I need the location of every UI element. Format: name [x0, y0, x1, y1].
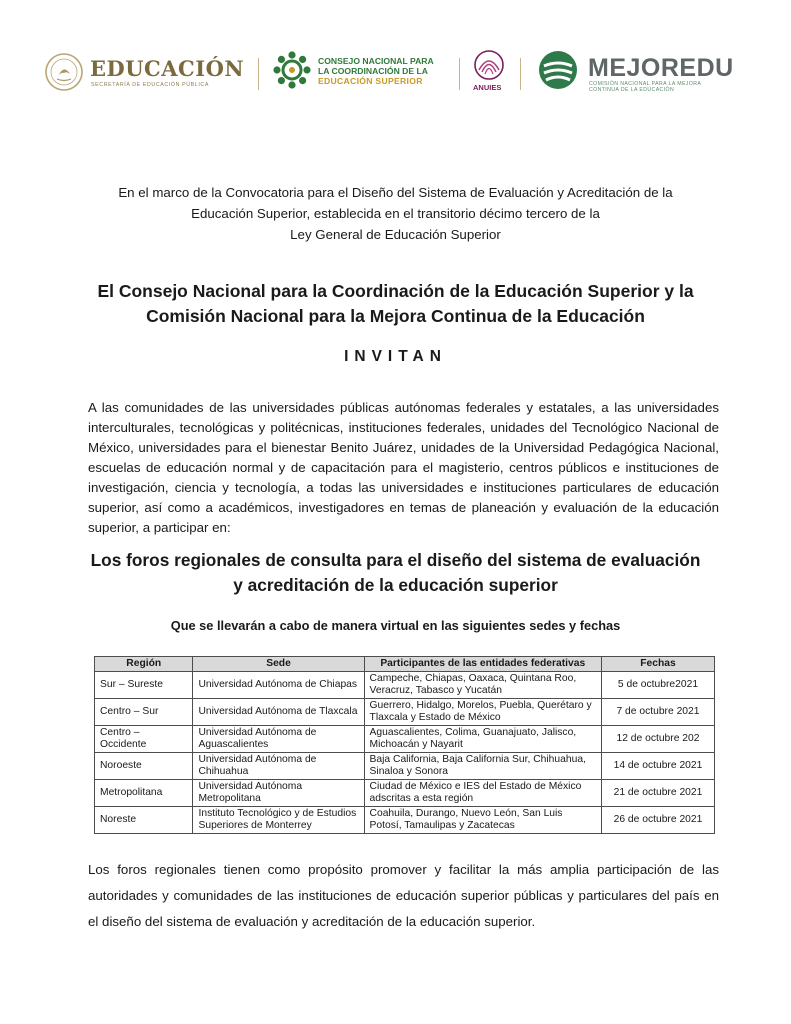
educacion-title: EDUCACIÓN	[90, 56, 245, 81]
cell-participantes: Ciudad de México e IES del Estado de México adscritas a esta región	[364, 780, 601, 807]
mejoredu-title: MEJOREDU	[588, 54, 734, 82]
invitan-heading: INVITAN	[344, 348, 447, 365]
table-row	[95, 672, 715, 699]
national-seal-icon	[44, 52, 84, 92]
cell-region: Metropolitana	[95, 780, 193, 807]
cell-participantes: Baja California, Baja California Sur, Chihuahua, Sinaloa y Sonora	[364, 753, 601, 780]
column-header-participantes: Participantes de las entidades federativas	[364, 657, 601, 672]
cell-region: Centro – Occidente	[95, 726, 193, 753]
cell-region: Centro – Sur	[95, 699, 193, 726]
forums-title-line-1: Los foros regionales de consulta para el diseño del sistema de evaluación	[90, 550, 701, 570]
table-header-row	[95, 657, 715, 672]
cell-fecha: 5 de octubre2021	[601, 672, 714, 699]
column-header-fechas: Fechas	[601, 657, 714, 672]
consejo-line-3: EDUCACIÓN SUPERIOR	[318, 76, 423, 86]
forums-title	[60, 548, 731, 598]
cell-fecha: 14 de octubre 2021	[601, 753, 714, 780]
cell-participantes: Aguascalientes, Colima, Guanajuato, Jalisco, Michoacán y Nayarit	[364, 726, 601, 753]
table-row	[95, 753, 715, 780]
cell-sede: Universidad Autónoma de Aguascalientes	[193, 726, 364, 753]
cell-participantes: Campeche, Chiapas, Oaxaca, Quintana Roo, Veracruz, Tabasco y Yucatán	[364, 672, 601, 699]
educacion-subtitle: SECRETARÍA DE EDUCACIÓN PÚBLICA	[91, 82, 209, 88]
column-header-sede: Sede	[193, 657, 364, 672]
cell-fecha: 26 de octubre 2021	[601, 807, 714, 834]
mejoredu-subtitle-line-2: CONTINUA DE LA EDUCACIÓN	[589, 87, 675, 93]
intro-line-1: En el marco de la Convocatoria para el Diseño del Sistema de Evaluación y Acreditación de la	[118, 185, 673, 200]
table-row	[95, 699, 715, 726]
cell-sede: Universidad Autónoma Metropolitana	[193, 780, 364, 807]
logo-divider	[459, 58, 460, 90]
cell-fecha: 21 de octubre 2021	[601, 780, 714, 807]
cell-fecha: 7 de octubre 2021	[601, 699, 714, 726]
cell-sede: Instituto Tecnológico y de Estudios Superiores de Monterrey	[193, 807, 364, 834]
consejo-nacional-logo	[272, 50, 457, 96]
mejoredu-logo	[538, 50, 758, 96]
cell-sede: Universidad Autónoma de Chiapas	[193, 672, 364, 699]
sedes-table	[94, 656, 715, 834]
people-circle-icon	[272, 50, 312, 90]
purpose-paragraph: Los foros regionales tienen como propósito promover y facilitar la más amplia participación de las autoridades y comunidades de las instituciones de educación superior públicas y particulares del país en el diseño del sistema de evaluación y acreditación de la educación superior.	[88, 862, 719, 929]
consejo-line-1: CONSEJO NACIONAL PARA	[318, 56, 434, 66]
logo-header	[44, 48, 756, 100]
table-row	[95, 807, 715, 834]
logo-divider	[258, 58, 259, 90]
anuies-arcs-icon	[473, 48, 505, 82]
cell-region: Sur – Sureste	[95, 672, 193, 699]
anuies-logo	[469, 48, 509, 96]
intro-line-2: Educación Superior, establecida en el transitorio décimo tercero de la	[191, 206, 600, 221]
educacion-logo	[44, 52, 244, 92]
cell-sede: Universidad Autónoma de Chihuahua	[193, 753, 364, 780]
cell-participantes: Coahuila, Durango, Nuevo León, San Luis Potosí, Tamaulipas y Zacatecas	[364, 807, 601, 834]
mejoredu-mark-icon	[538, 50, 578, 90]
consejo-nacional-text	[318, 56, 434, 86]
forums-title-line-2: y acreditación de la educación superior	[233, 575, 558, 595]
intro-line-3: Ley General de Educación Superior	[290, 227, 501, 242]
cell-region: Noreste	[95, 807, 193, 834]
cell-participantes: Guerrero, Hidalgo, Morelos, Puebla, Querétaro y Tlaxcala y Estado de México	[364, 699, 601, 726]
mejoredu-subtitle-line-1: COMISIÓN NACIONAL PARA LA MEJORA	[589, 81, 702, 87]
intro-text	[60, 182, 731, 245]
main-heading	[60, 279, 731, 329]
cell-sede: Universidad Autónoma de Tlaxcala	[193, 699, 364, 726]
mejoredu-subtitle	[589, 81, 701, 93]
table-subtitle: Que se llevarán a cabo de manera virtual en las siguientes sedes y fechas	[170, 618, 621, 633]
table-row	[95, 780, 715, 807]
logo-divider	[520, 58, 521, 90]
invitation-paragraph: A las comunidades de las universidades públicas autónomas federales y estatales, a las universidades interculturales, tecnológicas y politécnicas, instituciones federales, unidades del Tecnológico Nacional de México, universidades para el bienestar Benito Juárez, unidades de la Universidad Pedagógica Nacional, escuelas de educación normal y de capacitación para el magisterio, centros públicos e instituciones de investigación, ciencia y tecnología, a todas las universidades e instituciones particulares de educación superior, así como a académicos, investigadores en temas de planeación y evaluación de la educación superior, a participar en:	[88, 400, 719, 535]
column-header-region: Región	[95, 657, 193, 672]
consejo-line-2: LA COORDINACIÓN DE LA	[318, 66, 428, 76]
table-row	[95, 726, 715, 753]
cell-region: Noroeste	[95, 753, 193, 780]
heading-line-1: El Consejo Nacional para la Coordinación de la Educación Superior y la	[97, 281, 694, 301]
heading-line-2: Comisión Nacional para la Mejora Continua de la Educación	[146, 306, 645, 326]
cell-fecha: 12 de octubre 202	[601, 726, 714, 753]
anuies-label: ANUIES	[473, 83, 502, 92]
